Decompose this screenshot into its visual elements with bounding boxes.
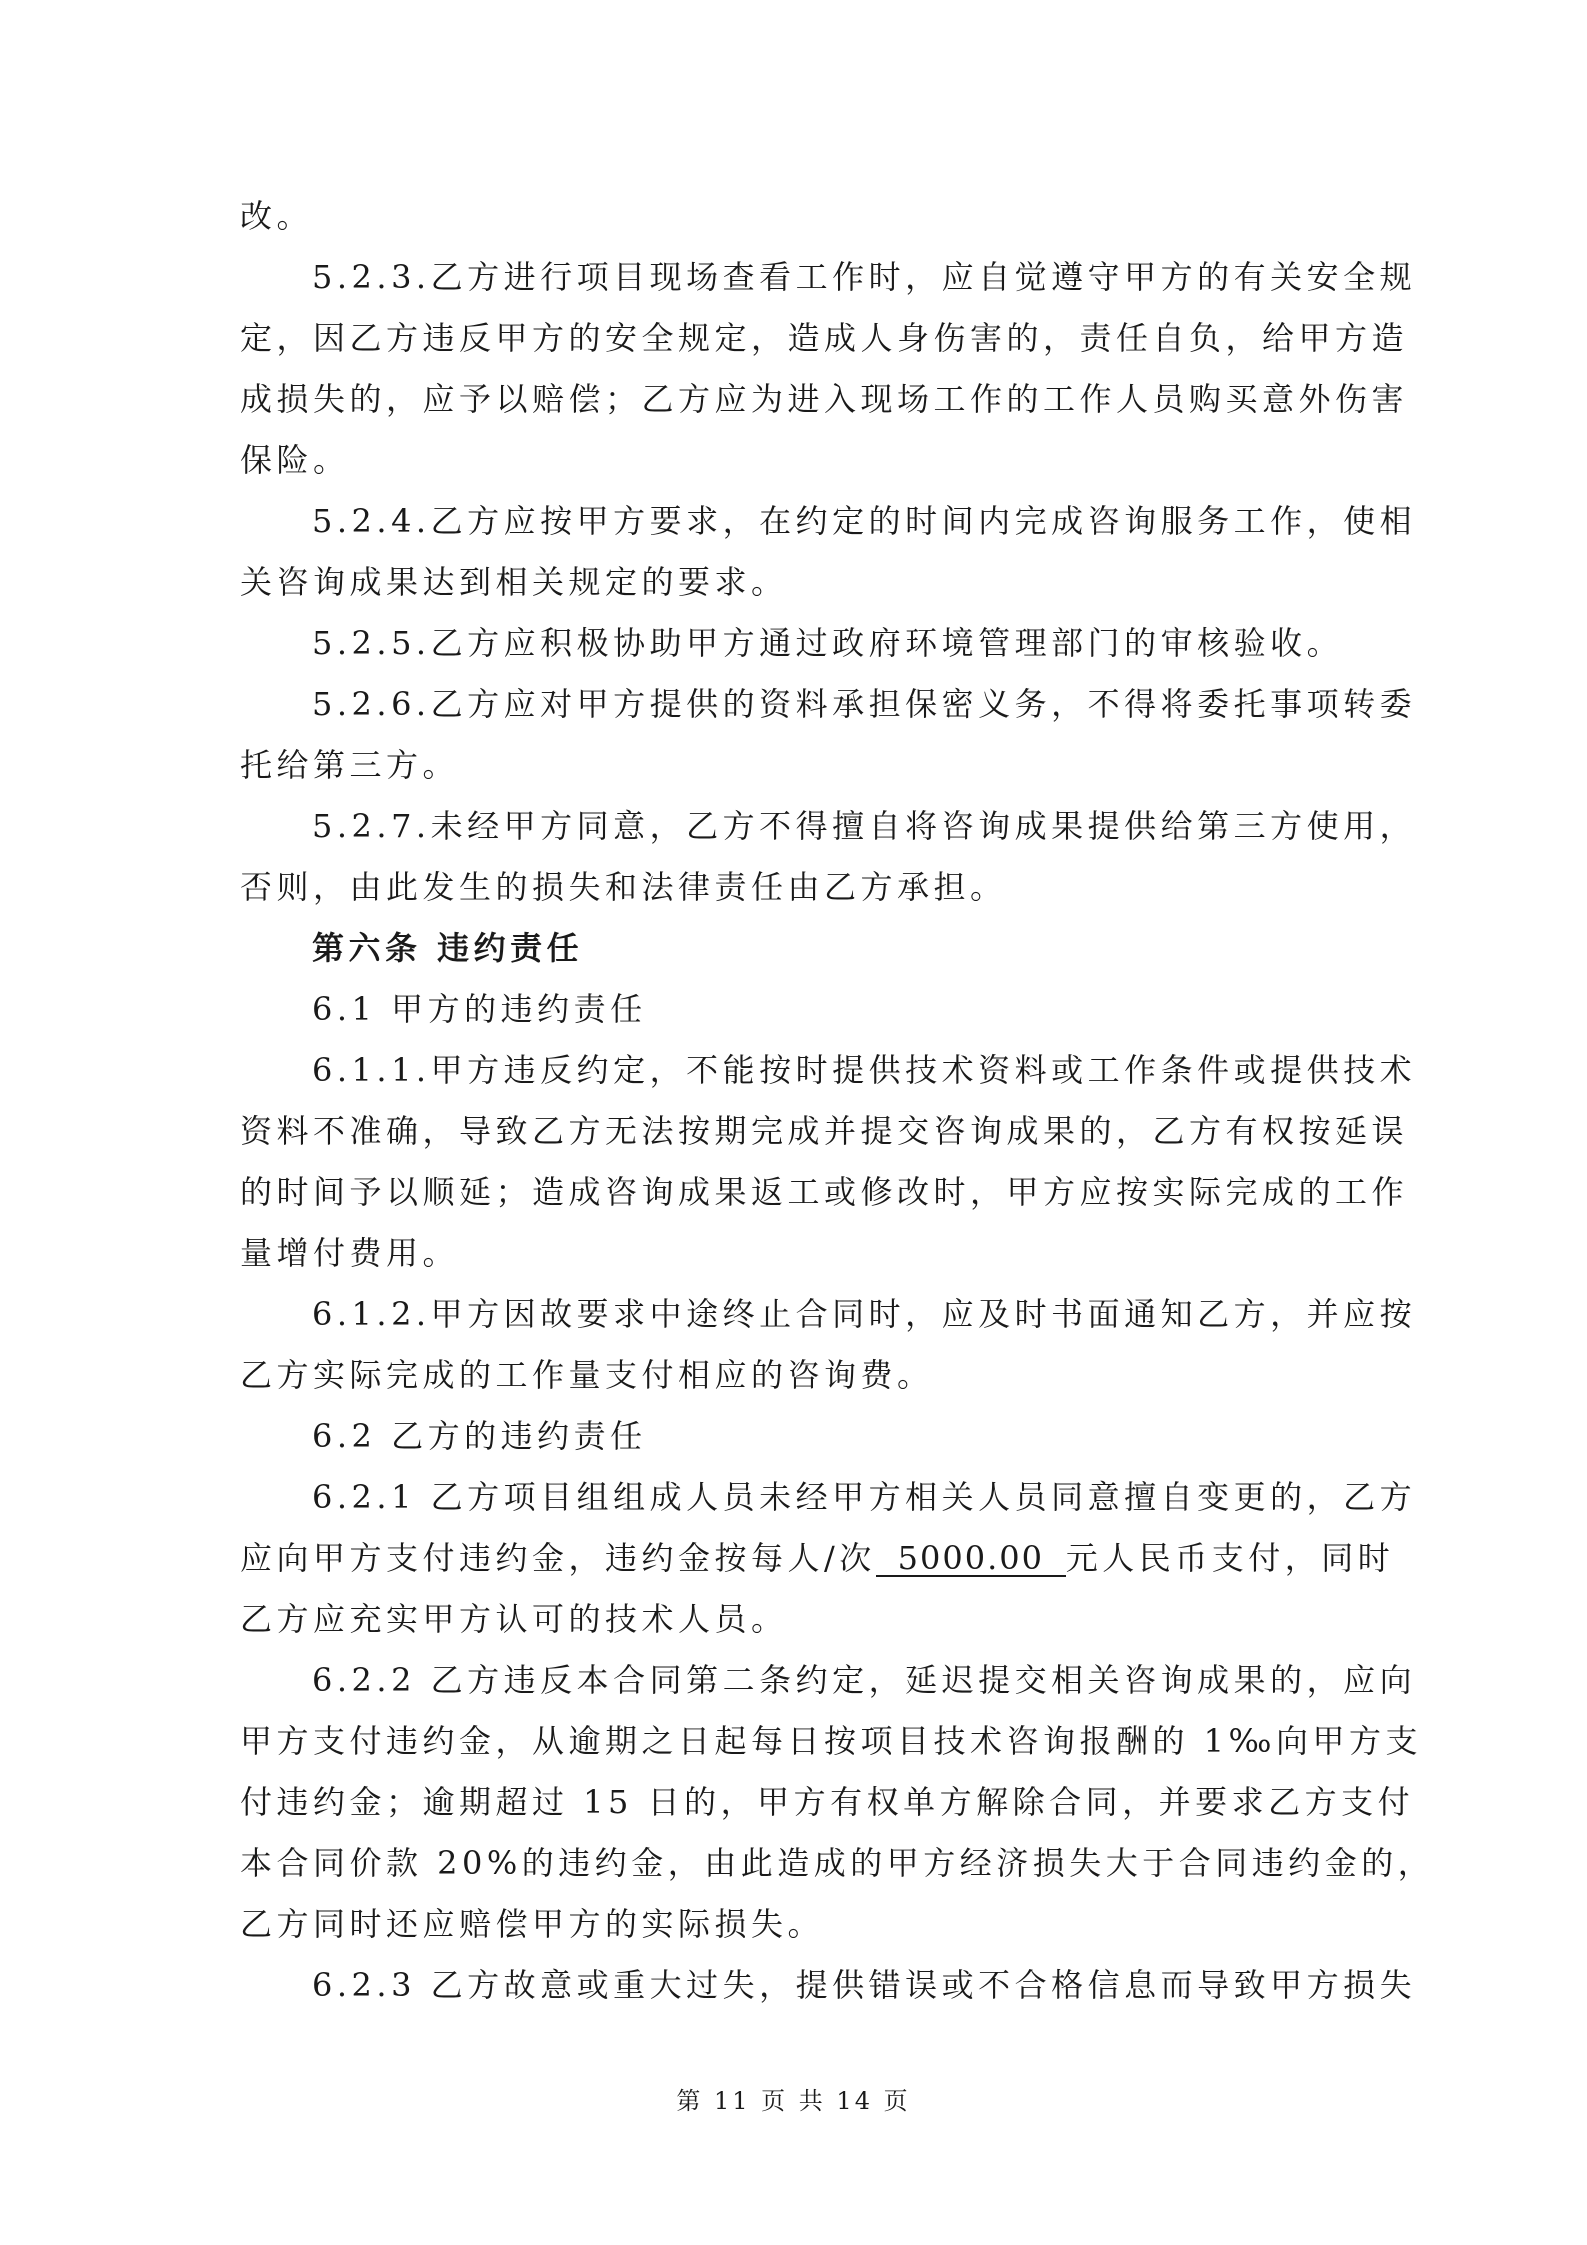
text-line: 本合同价款 20%的违约金，由此造成的甲方经济损失大于合同违约金的，	[240, 1844, 1435, 1882]
text-line-with-amount	[240, 1538, 1395, 1578]
text-line: 定，因乙方违反甲方的安全规定，造成人身伤害的，责任自负，给甲方造	[240, 319, 1409, 357]
text-line: 托给第三方。	[240, 746, 460, 784]
text-segment: 应向甲方支付违约金，违约金按每人/次	[240, 1539, 876, 1577]
article-6-heading: 第六条 违约责任	[312, 929, 584, 967]
section-6-1-heading: 6.1 甲方的违约责任	[312, 990, 647, 1028]
clause-5-2-5: 5.2.5.乙方应积极协助甲方通过政府环境管理部门的审核验收。	[312, 624, 1344, 662]
text-line: 乙方实际完成的工作量支付相应的咨询费。	[240, 1356, 934, 1394]
text-line: 量增付费用。	[240, 1234, 460, 1272]
clause-6-2-1: 6.2.1 乙方项目组组成人员未经甲方相关人员同意擅自变更的，乙方	[312, 1478, 1417, 1516]
clause-6-2-3: 6.2.3 乙方故意或重大过失，提供错误或不合格信息而导致甲方损失	[312, 1966, 1417, 2004]
text-line: 保险。	[240, 441, 350, 479]
text-segment: 元人民币支付，同时	[1065, 1539, 1395, 1577]
text-line: 付违约金；逾期超过 15 日的，甲方有权单方解除合同，并要求乙方支付	[240, 1783, 1415, 1821]
clause-5-2-4: 5.2.4.乙方应按甲方要求，在约定的时间内完成咨询服务工作，使相	[312, 502, 1417, 540]
text-line: 成损失的，应予以赔偿；乙方应为进入现场工作的工作人员购买意外伤害	[240, 380, 1409, 418]
text-line: 改。	[240, 197, 314, 235]
clause-5-2-3: 5.2.3.乙方进行项目现场查看工作时，应自觉遵守甲方的有关安全规	[312, 258, 1417, 296]
text-line: 资料不准确，导致乙方无法按期完成并提交咨询成果的，乙方有权按延误	[240, 1112, 1409, 1150]
page-number-footer: 第 11 页 共 14 页	[676, 2087, 911, 2115]
section-6-2-heading: 6.2 乙方的违约责任	[312, 1417, 647, 1455]
clause-6-1-1: 6.1.1.甲方违反约定，不能按时提供技术资料或工作条件或提供技术	[312, 1051, 1417, 1089]
text-line: 的时间予以顺延；造成咨询成果返工或修改时，甲方应按实际完成的工作	[240, 1173, 1409, 1211]
penalty-amount-blank: 5000.00	[876, 1541, 1066, 1577]
text-line: 关咨询成果达到相关规定的要求。	[240, 563, 788, 601]
clause-6-1-2: 6.1.2.甲方因故要求中途终止合同时，应及时书面通知乙方，并应按	[312, 1295, 1417, 1333]
text-line: 乙方应充实甲方认可的技术人员。	[240, 1600, 788, 1638]
clause-6-2-2: 6.2.2 乙方违反本合同第二条约定，延迟提交相关咨询成果的，应向	[312, 1661, 1417, 1699]
text-line: 否则，由此发生的损失和法律责任由乙方承担。	[240, 868, 1007, 906]
clause-5-2-6: 5.2.6.乙方应对甲方提供的资料承担保密义务，不得将委托事项转委	[312, 685, 1417, 723]
text-line: 甲方支付违约金，从逾期之日起每日按项目技术咨询报酬的 1‰向甲方支	[240, 1722, 1422, 1760]
text-line: 乙方同时还应赔偿甲方的实际损失。	[240, 1905, 825, 1943]
clause-5-2-7: 5.2.7.未经甲方同意，乙方不得擅自将咨询成果提供给第三方使用，	[312, 807, 1417, 845]
